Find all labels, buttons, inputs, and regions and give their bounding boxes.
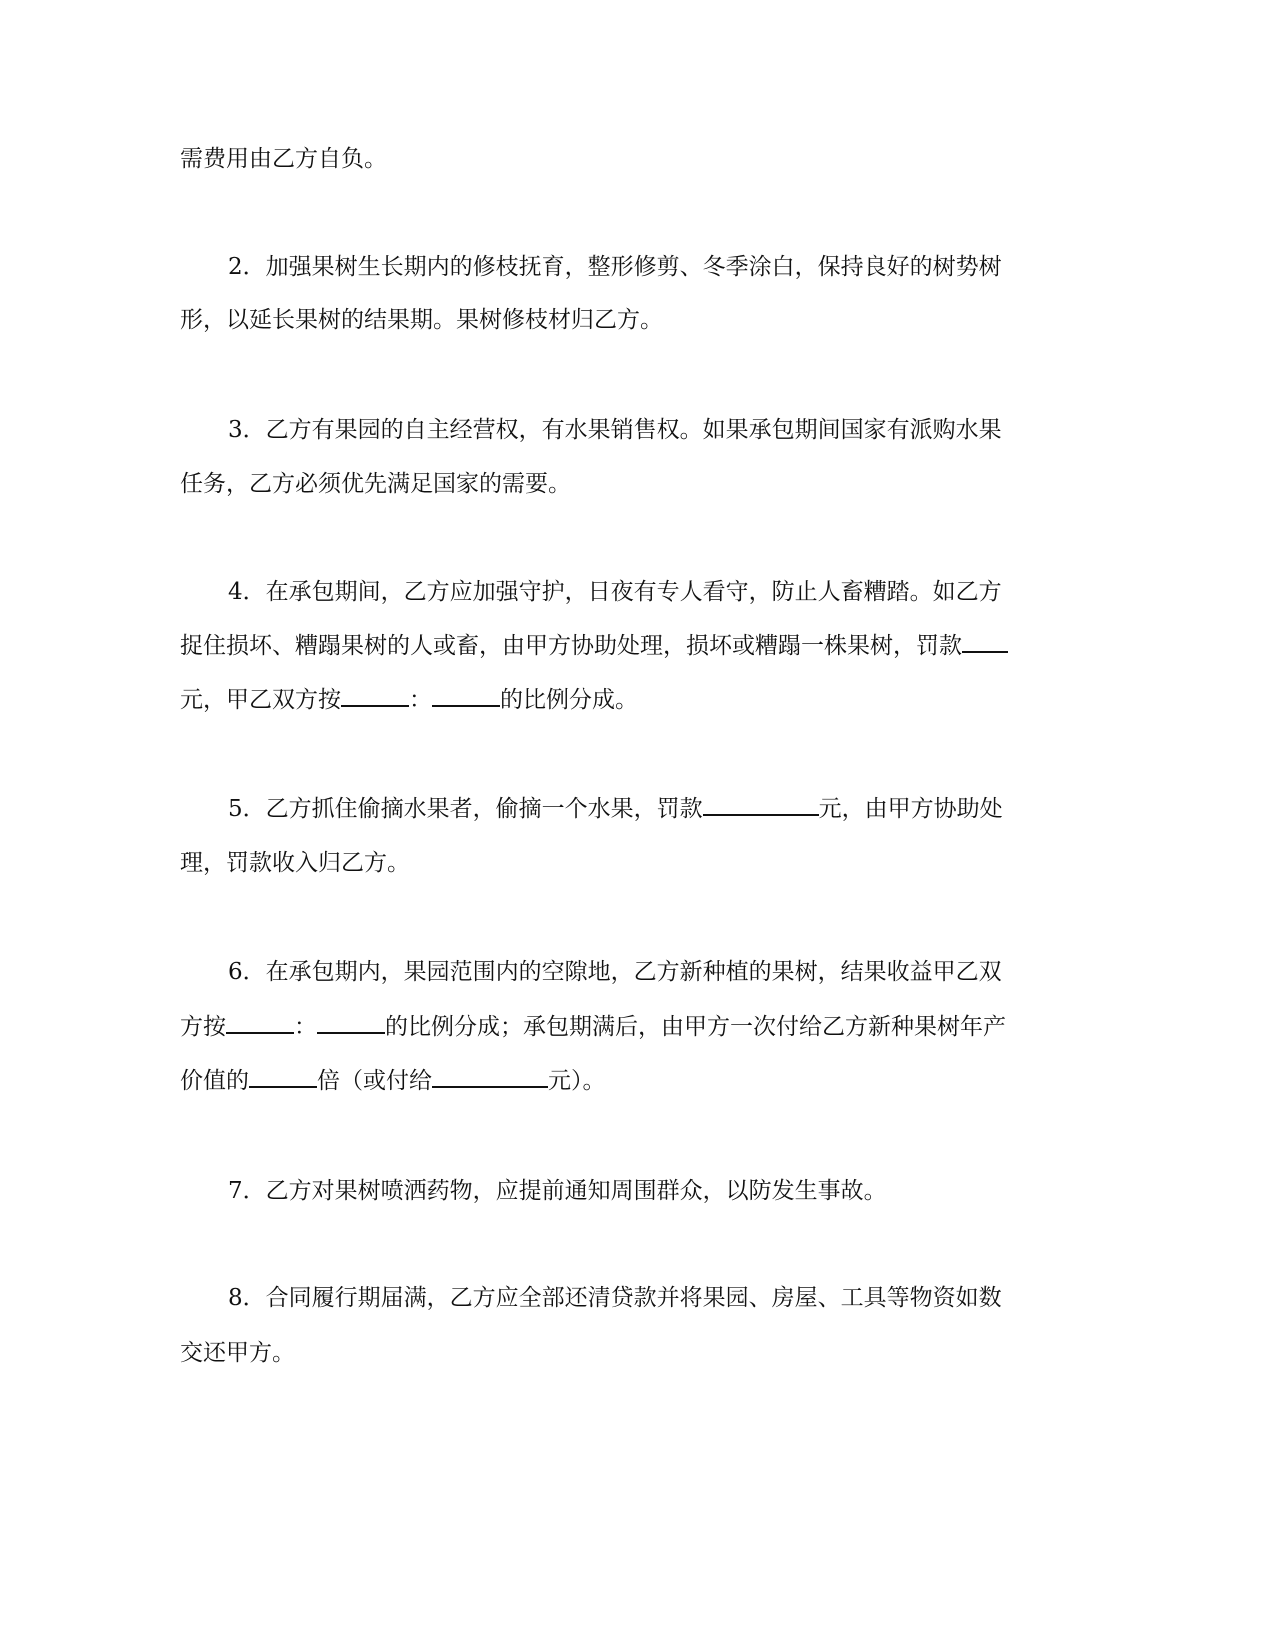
clause-6-text-a: 方按	[180, 1014, 226, 1040]
ratio-colon: ：	[409, 687, 432, 713]
paragraph-1-line-1: 需费用由乙方自负。	[180, 146, 387, 172]
multiple-blank	[249, 1066, 317, 1088]
share-blank-party-b	[317, 1012, 385, 1034]
payment-amount-blank	[432, 1066, 548, 1088]
clause-2-line-2: 形，以延长果树的结果期。果树修枝材归乙方。	[180, 307, 663, 333]
clause-4-line-1: 4．在承包期间，乙方应加强守护，日夜有专人看守，防止人畜糟踏。如乙方	[228, 579, 1002, 605]
clause-6-line-3	[180, 1065, 1040, 1097]
share-colon: ：	[294, 1014, 317, 1040]
clause-4-line-2-text: 捉住损坏、糟蹋果树的人或畜，由甲方协助处理，损坏或糟蹋一株果树，罚款	[180, 633, 962, 659]
clause-4-text-c: 的比例分成。	[500, 687, 638, 713]
clause-4-line-2	[180, 630, 1040, 662]
ratio-blank-party-b	[432, 685, 500, 707]
clause-2-line-1: 2．加强果树生长期内的修枝抚育，整形修剪、冬季涂白，保持良好的树势树	[228, 254, 1002, 280]
clause-6-text-e: 倍（或付给	[317, 1068, 432, 1094]
clause-3-line-2: 任务，乙方必须优先满足国家的需要。	[180, 471, 571, 497]
clause-6-line-1: 6．在承包期内，果园范围内的空隙地，乙方新种植的果树，结果收益甲乙双	[228, 959, 1002, 985]
clause-5-text-b: 元，由甲方协助处	[818, 796, 1003, 822]
clause-6-text-c: 的比例分成；承包期满后，由甲方一次付给乙方新种果树年产	[385, 1014, 1006, 1040]
clause-6-text-d: 价值的	[180, 1068, 249, 1094]
clause-6-text-f: 元）。	[548, 1068, 606, 1094]
clause-5-line-2: 理，罚款收入归乙方。	[180, 850, 410, 876]
clause-8-line-2: 交还甲方。	[180, 1340, 295, 1366]
share-blank-party-a	[226, 1012, 294, 1034]
clause-5-line-1	[228, 793, 1088, 825]
clause-4-line-3	[180, 684, 1040, 716]
clause-7-line-1: 7．乙方对果树喷洒药物，应提前通知周围群众，以防发生事故。	[228, 1178, 887, 1204]
fine-amount-blank	[962, 631, 1008, 653]
clause-4-text-a: 元，甲乙双方按	[180, 687, 341, 713]
clause-5-text-a: 5．乙方抓住偷摘水果者，偷摘一个水果，罚款	[228, 796, 703, 822]
clause-3-line-1: 3．乙方有果园的自主经营权，有水果销售权。如果承包期间国家有派购水果	[228, 417, 1002, 443]
clause-8-line-1: 8．合同履行期届满，乙方应全部还清贷款并将果园、房屋、工具等物资如数	[228, 1285, 1002, 1311]
fruit-fine-blank	[703, 794, 819, 816]
clause-6-line-2	[180, 1011, 1040, 1043]
ratio-blank-party-a	[341, 685, 409, 707]
